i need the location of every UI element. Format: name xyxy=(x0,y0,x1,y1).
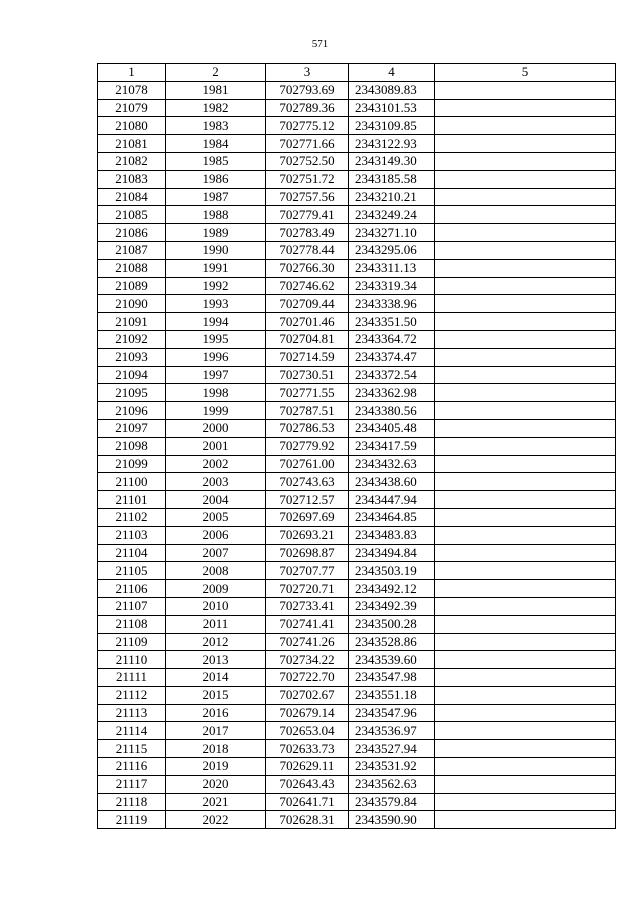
page-number: 571 xyxy=(311,38,329,50)
table-row xyxy=(98,224,616,242)
table-row xyxy=(98,580,616,598)
table-cell-col-1: 21094 xyxy=(98,366,166,384)
table-cell-col-1: 21096 xyxy=(98,402,166,420)
table-cell-col-5 xyxy=(435,437,616,455)
table-cell-col-4: 2343364.72 xyxy=(349,330,435,348)
table-cell-col-2: 2017 xyxy=(166,722,266,740)
table-cell-col-3: 702779.41 xyxy=(266,206,349,224)
table-cell-col-5 xyxy=(435,740,616,758)
table-row xyxy=(98,313,616,331)
table-cell-col-1: 21113 xyxy=(98,704,166,722)
table-cell-col-3: 702702.67 xyxy=(266,686,349,704)
table-cell-col-1: 21101 xyxy=(98,491,166,509)
table-cell-col-5 xyxy=(435,775,616,793)
column-header-2: 2 xyxy=(166,64,266,82)
table-cell-col-1: 21080 xyxy=(98,117,166,135)
table-cell-col-5 xyxy=(435,669,616,687)
table-cell-col-3: 702761.00 xyxy=(266,455,349,473)
table-row xyxy=(98,206,616,224)
table-cell-col-2: 2008 xyxy=(166,562,266,580)
table-row xyxy=(98,348,616,366)
table-row xyxy=(98,473,616,491)
table-cell-col-4: 2343492.12 xyxy=(349,580,435,598)
table-cell-col-1: 21083 xyxy=(98,170,166,188)
table-cell-col-5 xyxy=(435,455,616,473)
table-cell-col-1: 21095 xyxy=(98,384,166,402)
table-cell-col-3: 702697.69 xyxy=(266,508,349,526)
table-cell-col-5 xyxy=(435,419,616,437)
table-cell-col-3: 702734.22 xyxy=(266,651,349,669)
table-cell-col-5 xyxy=(435,259,616,277)
table-row xyxy=(98,811,616,829)
table-row xyxy=(98,597,616,615)
table-cell-col-2: 2005 xyxy=(166,508,266,526)
table-cell-col-5 xyxy=(435,508,616,526)
table-row xyxy=(98,775,616,793)
table-cell-col-5 xyxy=(435,348,616,366)
table-cell-col-2: 1988 xyxy=(166,206,266,224)
table-row xyxy=(98,170,616,188)
table-cell-col-5 xyxy=(435,651,616,669)
table-cell-col-5 xyxy=(435,241,616,259)
table-cell-col-4: 2343319.34 xyxy=(349,277,435,295)
table-cell-col-2: 1989 xyxy=(166,224,266,242)
table-header-row xyxy=(98,64,616,82)
table-cell-col-3: 702775.12 xyxy=(266,117,349,135)
table-cell-col-3: 702743.63 xyxy=(266,473,349,491)
table-cell-col-3: 702751.72 xyxy=(266,170,349,188)
table-cell-col-1: 21087 xyxy=(98,241,166,259)
table-row xyxy=(98,419,616,437)
table-cell-col-5 xyxy=(435,704,616,722)
table-cell-col-3: 702789.36 xyxy=(266,99,349,117)
table-cell-col-1: 21093 xyxy=(98,348,166,366)
table-cell-col-4: 2343101.53 xyxy=(349,99,435,117)
table-cell-col-3: 702698.87 xyxy=(266,544,349,562)
table-cell-col-1: 21105 xyxy=(98,562,166,580)
table-cell-col-4: 2343494.84 xyxy=(349,544,435,562)
table-cell-col-4: 2343295.06 xyxy=(349,241,435,259)
table-row xyxy=(98,117,616,135)
table-cell-col-3: 702679.14 xyxy=(266,704,349,722)
table-row xyxy=(98,437,616,455)
column-header-1: 1 xyxy=(98,64,166,82)
table-cell-col-5 xyxy=(435,330,616,348)
table-cell-col-2: 2000 xyxy=(166,419,266,437)
table-row xyxy=(98,651,616,669)
table-cell-col-2: 1987 xyxy=(166,188,266,206)
table-cell-col-2: 1986 xyxy=(166,170,266,188)
table-cell-col-1: 21106 xyxy=(98,580,166,598)
table-cell-col-4: 2343122.93 xyxy=(349,135,435,153)
table-cell-col-2: 2007 xyxy=(166,544,266,562)
table-cell-col-1: 21084 xyxy=(98,188,166,206)
table-cell-col-1: 21097 xyxy=(98,419,166,437)
table-row xyxy=(98,330,616,348)
table-cell-col-3: 702653.04 xyxy=(266,722,349,740)
table-cell-col-2: 2010 xyxy=(166,597,266,615)
table-cell-col-1: 21088 xyxy=(98,259,166,277)
table-cell-col-3: 702730.51 xyxy=(266,366,349,384)
table-cell-col-3: 702633.73 xyxy=(266,740,349,758)
table-cell-col-2: 2021 xyxy=(166,793,266,811)
table-cell-col-3: 702641.71 xyxy=(266,793,349,811)
table-cell-col-2: 2020 xyxy=(166,775,266,793)
table-cell-col-2: 2022 xyxy=(166,811,266,829)
table-cell-col-2: 2012 xyxy=(166,633,266,651)
table-cell-col-5 xyxy=(435,313,616,331)
table-cell-col-2: 1983 xyxy=(166,117,266,135)
table-cell-col-2: 2011 xyxy=(166,615,266,633)
table-cell-col-4: 2343562.63 xyxy=(349,775,435,793)
table-cell-col-1: 21078 xyxy=(98,81,166,99)
table-cell-col-3: 702786.53 xyxy=(266,419,349,437)
table-cell-col-1: 21102 xyxy=(98,508,166,526)
table-cell-col-1: 21082 xyxy=(98,152,166,170)
table-row xyxy=(98,188,616,206)
table-cell-col-4: 2343249.24 xyxy=(349,206,435,224)
table-row xyxy=(98,241,616,259)
table-cell-col-5 xyxy=(435,686,616,704)
table-cell-col-3: 702693.21 xyxy=(266,526,349,544)
table-cell-col-3: 702720.71 xyxy=(266,580,349,598)
table-row xyxy=(98,758,616,776)
table-cell-col-2: 1993 xyxy=(166,295,266,313)
table-cell-col-5 xyxy=(435,188,616,206)
table-cell-col-4: 2343503.19 xyxy=(349,562,435,580)
table-cell-col-2: 2002 xyxy=(166,455,266,473)
table-cell-col-2: 2004 xyxy=(166,491,266,509)
table-cell-col-3: 702722.70 xyxy=(266,669,349,687)
table-cell-col-3: 702778.44 xyxy=(266,241,349,259)
table-cell-col-3: 702741.26 xyxy=(266,633,349,651)
table-cell-col-4: 2343551.18 xyxy=(349,686,435,704)
table-cell-col-4: 2343539.60 xyxy=(349,651,435,669)
table-cell-col-3: 702733.41 xyxy=(266,597,349,615)
table-cell-col-5 xyxy=(435,152,616,170)
table-cell-col-2: 1999 xyxy=(166,402,266,420)
table-cell-col-1: 21085 xyxy=(98,206,166,224)
table-row xyxy=(98,669,616,687)
table-cell-col-1: 21104 xyxy=(98,544,166,562)
table-cell-col-2: 1991 xyxy=(166,259,266,277)
table-cell-col-2: 2018 xyxy=(166,740,266,758)
table-cell-col-4: 2343374.47 xyxy=(349,348,435,366)
table-cell-col-2: 2001 xyxy=(166,437,266,455)
table-cell-col-2: 1997 xyxy=(166,366,266,384)
table-row xyxy=(98,740,616,758)
table-cell-col-1: 21100 xyxy=(98,473,166,491)
table-cell-col-5 xyxy=(435,170,616,188)
table-row xyxy=(98,633,616,651)
table-cell-col-5 xyxy=(435,544,616,562)
table-cell-col-4: 2343464.85 xyxy=(349,508,435,526)
table-cell-col-4: 2343417.59 xyxy=(349,437,435,455)
table-cell-col-4: 2343380.56 xyxy=(349,402,435,420)
table-cell-col-5 xyxy=(435,135,616,153)
table-cell-col-5 xyxy=(435,117,616,135)
table-cell-col-1: 21109 xyxy=(98,633,166,651)
table-cell-col-1: 21099 xyxy=(98,455,166,473)
table-cell-col-4: 2343351.50 xyxy=(349,313,435,331)
table-cell-col-3: 702771.55 xyxy=(266,384,349,402)
table-cell-col-1: 21118 xyxy=(98,793,166,811)
coordinates-table xyxy=(97,63,616,829)
table-cell-col-2: 2006 xyxy=(166,526,266,544)
table-cell-col-1: 21086 xyxy=(98,224,166,242)
table-cell-col-5 xyxy=(435,277,616,295)
table-row xyxy=(98,544,616,562)
table-cell-col-5 xyxy=(435,722,616,740)
table-cell-col-5 xyxy=(435,615,616,633)
table-row xyxy=(98,81,616,99)
table-row xyxy=(98,384,616,402)
table-cell-col-3: 702779.92 xyxy=(266,437,349,455)
table-cell-col-3: 702741.41 xyxy=(266,615,349,633)
table-cell-col-1: 21092 xyxy=(98,330,166,348)
table-row xyxy=(98,99,616,117)
table-cell-col-2: 1990 xyxy=(166,241,266,259)
table-cell-col-1: 21112 xyxy=(98,686,166,704)
table-cell-col-4: 2343338.96 xyxy=(349,295,435,313)
table-cell-col-5 xyxy=(435,384,616,402)
table-row xyxy=(98,135,616,153)
table-cell-col-3: 702712.57 xyxy=(266,491,349,509)
table-cell-col-2: 1998 xyxy=(166,384,266,402)
table-cell-col-4: 2343528.86 xyxy=(349,633,435,651)
table-cell-col-3: 702752.50 xyxy=(266,152,349,170)
table-cell-col-3: 702757.56 xyxy=(266,188,349,206)
table-cell-col-4: 2343492.39 xyxy=(349,597,435,615)
table-cell-col-4: 2343405.48 xyxy=(349,419,435,437)
table-cell-col-2: 1981 xyxy=(166,81,266,99)
table-cell-col-5 xyxy=(435,562,616,580)
table-cell-col-2: 2015 xyxy=(166,686,266,704)
table-cell-col-1: 21108 xyxy=(98,615,166,633)
table-cell-col-5 xyxy=(435,793,616,811)
table-cell-col-4: 2343590.90 xyxy=(349,811,435,829)
table-cell-col-5 xyxy=(435,81,616,99)
table-cell-col-3: 702707.77 xyxy=(266,562,349,580)
table-cell-col-2: 2013 xyxy=(166,651,266,669)
table-cell-col-5 xyxy=(435,758,616,776)
table-cell-col-3: 702746.62 xyxy=(266,277,349,295)
table-cell-col-2: 1994 xyxy=(166,313,266,331)
table-row xyxy=(98,366,616,384)
table-row xyxy=(98,402,616,420)
table-row xyxy=(98,793,616,811)
table-cell-col-5 xyxy=(435,526,616,544)
table-cell-col-4: 2343531.92 xyxy=(349,758,435,776)
table-body xyxy=(98,81,616,828)
table-cell-col-4: 2343579.84 xyxy=(349,793,435,811)
table-cell-col-3: 702771.66 xyxy=(266,135,349,153)
table-cell-col-3: 702714.59 xyxy=(266,348,349,366)
table-cell-col-5 xyxy=(435,206,616,224)
table-row xyxy=(98,526,616,544)
table-cell-col-2: 1992 xyxy=(166,277,266,295)
table-row xyxy=(98,722,616,740)
table-cell-col-4: 2343149.30 xyxy=(349,152,435,170)
table-cell-col-1: 21111 xyxy=(98,669,166,687)
table-cell-col-4: 2343089.83 xyxy=(349,81,435,99)
table-cell-col-4: 2343547.96 xyxy=(349,704,435,722)
table-cell-col-4: 2343210.21 xyxy=(349,188,435,206)
table-cell-col-1: 21103 xyxy=(98,526,166,544)
table-row xyxy=(98,508,616,526)
table-row xyxy=(98,704,616,722)
table-cell-col-4: 2343311.13 xyxy=(349,259,435,277)
table-cell-col-3: 702643.43 xyxy=(266,775,349,793)
table-cell-col-4: 2343362.98 xyxy=(349,384,435,402)
table-cell-col-1: 21117 xyxy=(98,775,166,793)
column-header-5: 5 xyxy=(435,64,616,82)
table-cell-col-5 xyxy=(435,366,616,384)
table-cell-col-5 xyxy=(435,580,616,598)
table-cell-col-5 xyxy=(435,491,616,509)
table-cell-col-5 xyxy=(435,597,616,615)
column-header-4: 4 xyxy=(349,64,435,82)
table-cell-col-5 xyxy=(435,402,616,420)
table-cell-col-3: 702787.51 xyxy=(266,402,349,420)
table-cell-col-5 xyxy=(435,295,616,313)
table-cell-col-4: 2343447.94 xyxy=(349,491,435,509)
table-cell-col-4: 2343547.98 xyxy=(349,669,435,687)
table-cell-col-3: 702628.31 xyxy=(266,811,349,829)
table-cell-col-2: 2009 xyxy=(166,580,266,598)
table-cell-col-5 xyxy=(435,633,616,651)
table-cell-col-3: 702704.81 xyxy=(266,330,349,348)
table-cell-col-1: 21081 xyxy=(98,135,166,153)
table-cell-col-1: 21089 xyxy=(98,277,166,295)
table-cell-col-1: 21110 xyxy=(98,651,166,669)
table-cell-col-4: 2343432.63 xyxy=(349,455,435,473)
table-cell-col-3: 702783.49 xyxy=(266,224,349,242)
table-cell-col-4: 2343271.10 xyxy=(349,224,435,242)
table-cell-col-2: 1996 xyxy=(166,348,266,366)
table-row xyxy=(98,562,616,580)
table-row xyxy=(98,277,616,295)
table-cell-col-5 xyxy=(435,99,616,117)
table-cell-col-3: 702629.11 xyxy=(266,758,349,776)
table-cell-col-2: 1984 xyxy=(166,135,266,153)
table-cell-col-2: 2014 xyxy=(166,669,266,687)
table-cell-col-4: 2343536.97 xyxy=(349,722,435,740)
table-row xyxy=(98,491,616,509)
table-cell-col-1: 21114 xyxy=(98,722,166,740)
table-cell-col-2: 1982 xyxy=(166,99,266,117)
table-row xyxy=(98,295,616,313)
table-cell-col-3: 702793.69 xyxy=(266,81,349,99)
table-cell-col-3: 702701.46 xyxy=(266,313,349,331)
table-cell-col-1: 21115 xyxy=(98,740,166,758)
table-cell-col-5 xyxy=(435,473,616,491)
table-row xyxy=(98,259,616,277)
table-cell-col-2: 2019 xyxy=(166,758,266,776)
table-cell-col-2: 1985 xyxy=(166,152,266,170)
table-cell-col-3: 702766.30 xyxy=(266,259,349,277)
table-row xyxy=(98,455,616,473)
table-cell-col-2: 2016 xyxy=(166,704,266,722)
table-cell-col-2: 1995 xyxy=(166,330,266,348)
table-cell-col-4: 2343500.28 xyxy=(349,615,435,633)
table-cell-col-2: 2003 xyxy=(166,473,266,491)
table-cell-col-4: 2343372.54 xyxy=(349,366,435,384)
table-cell-col-5 xyxy=(435,811,616,829)
table-cell-col-4: 2343185.58 xyxy=(349,170,435,188)
table-cell-col-1: 21090 xyxy=(98,295,166,313)
table-cell-col-1: 21079 xyxy=(98,99,166,117)
table-cell-col-4: 2343527.94 xyxy=(349,740,435,758)
table-row xyxy=(98,152,616,170)
column-header-3: 3 xyxy=(266,64,349,82)
table-cell-col-1: 21116 xyxy=(98,758,166,776)
table-cell-col-4: 2343483.83 xyxy=(349,526,435,544)
table-cell-col-1: 21098 xyxy=(98,437,166,455)
table-cell-col-3: 702709.44 xyxy=(266,295,349,313)
table-row xyxy=(98,615,616,633)
table-cell-col-4: 2343438.60 xyxy=(349,473,435,491)
table-cell-col-1: 21119 xyxy=(98,811,166,829)
table-cell-col-1: 21091 xyxy=(98,313,166,331)
table-cell-col-5 xyxy=(435,224,616,242)
table-cell-col-4: 2343109.85 xyxy=(349,117,435,135)
table-row xyxy=(98,686,616,704)
table-cell-col-1: 21107 xyxy=(98,597,166,615)
